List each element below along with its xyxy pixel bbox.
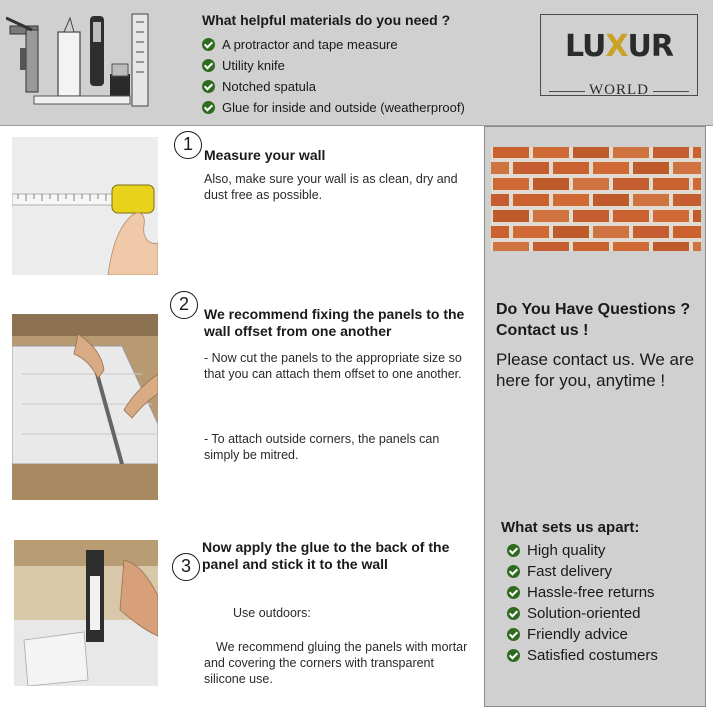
list-item: Fast delivery [507,561,658,582]
check-icon [507,586,520,599]
brick-shape [672,193,701,207]
step-number-1: 1 [174,131,202,159]
brick-shape [552,193,590,207]
logo-gold-letter: X [605,29,628,64]
brick-shape [612,209,650,223]
brick-shape [492,241,530,251]
brick-shape [652,241,690,251]
step-2-text-2: - To attach outside corners, the panels can simply be mitred. [204,432,440,462]
step-2-title: We recommend fixing the panels to the wall offset from one another [204,306,465,339]
brick-shape [491,193,510,207]
check-icon [507,649,520,662]
step-3-text-1: Use outdoors: [233,606,311,620]
caulking-gun-icon [6,18,38,92]
header [0,0,713,126]
brick-shape [692,209,701,223]
questions-heading: Do You Have Questions ? Contact us ! [496,301,691,339]
brick-shape [491,161,510,175]
notched-spatula-icon [110,64,130,100]
brick-shape [532,209,570,223]
brick-shape [532,177,570,191]
brick-shape [491,225,510,239]
materials-section [202,12,522,118]
brick-shape [592,161,630,175]
check-icon [507,628,520,641]
brick-shape [572,241,610,251]
step-2-text-1: - Now cut the panels to the appropriate size so that you can attach them offset to one another. [204,351,462,381]
list-item: Solution-oriented [507,603,658,624]
brick-shape [492,147,530,159]
materials-list [202,34,522,118]
step-3-title: Now apply the glue to the back of the panel and stick it to the wall [202,539,450,572]
step-1-text: Also, make sure your wall is as clean, dry and dust free as possible. [204,172,458,202]
step-2-photo [12,314,158,500]
step-3-text-2: We recommend gluing the panels with mortar and covering the corners with transparent silicone use. [204,640,468,686]
brick-shape [552,225,590,239]
contact-text: Please contact us. We are here for you, anytime ! [496,350,695,390]
brick-shape [672,225,701,239]
brick-shape [612,147,650,159]
logo-subtext: WORLD [589,82,649,98]
sidebar [484,126,706,707]
list-item: Notched spatula [202,76,522,97]
brick-shape [652,209,690,223]
check-icon [202,101,215,114]
apart-title: What sets us apart: [501,519,640,536]
brick-shape [652,147,690,159]
brick-shape [692,147,701,159]
brick-shape [532,147,570,159]
brick-shape [692,177,701,191]
brick-shape [512,161,550,175]
brick-panel-image [491,147,701,251]
step-number-3: 3 [172,553,200,581]
brick-shape [612,177,650,191]
check-icon [202,80,215,93]
list-item: Hassle-free returns [507,582,658,603]
list-item: High quality [507,540,658,561]
brick-shape [612,241,650,251]
step-1-title: Measure your wall [204,147,326,163]
check-icon [507,565,520,578]
brick-shape [492,177,530,191]
brick-shape [512,225,550,239]
tools-illustration [6,8,156,112]
brick-shape [692,241,701,251]
brick-shape [572,147,610,159]
tape-measure-icon [132,14,148,106]
step-number-2: 2 [170,291,198,319]
brick-shape [572,209,610,223]
luxur-world-logo [540,14,698,96]
list-item: Glue for inside and outside (weatherproof) [202,97,522,118]
utility-knife-icon [90,16,104,86]
brick-shape [592,193,630,207]
brick-shape [592,225,630,239]
list-item: Satisfied costumers [507,645,658,666]
brick-shape [552,161,590,175]
brick-shape [652,177,690,191]
brick-shape [632,225,670,239]
apart-list [507,540,658,666]
list-item: A protractor and tape measure [202,34,522,55]
list-item: Friendly advice [507,624,658,645]
check-icon [507,544,520,557]
check-icon [507,607,520,620]
list-item: Utility knife [202,55,522,76]
brick-shape [672,161,701,175]
protractor-icon [34,96,130,104]
brick-shape [632,161,670,175]
brick-shape [512,193,550,207]
step-1-photo [12,137,158,275]
materials-title: What helpful materials do you need ? [202,12,451,28]
brick-shape [632,193,670,207]
brick-shape [572,177,610,191]
brick-shape [532,241,570,251]
logo-wordmark: LUXUR [564,29,674,64]
glue-tube-icon [58,18,80,96]
check-icon [202,38,215,51]
brick-shape [492,209,530,223]
step-3-photo [14,540,158,686]
check-icon [202,59,215,72]
